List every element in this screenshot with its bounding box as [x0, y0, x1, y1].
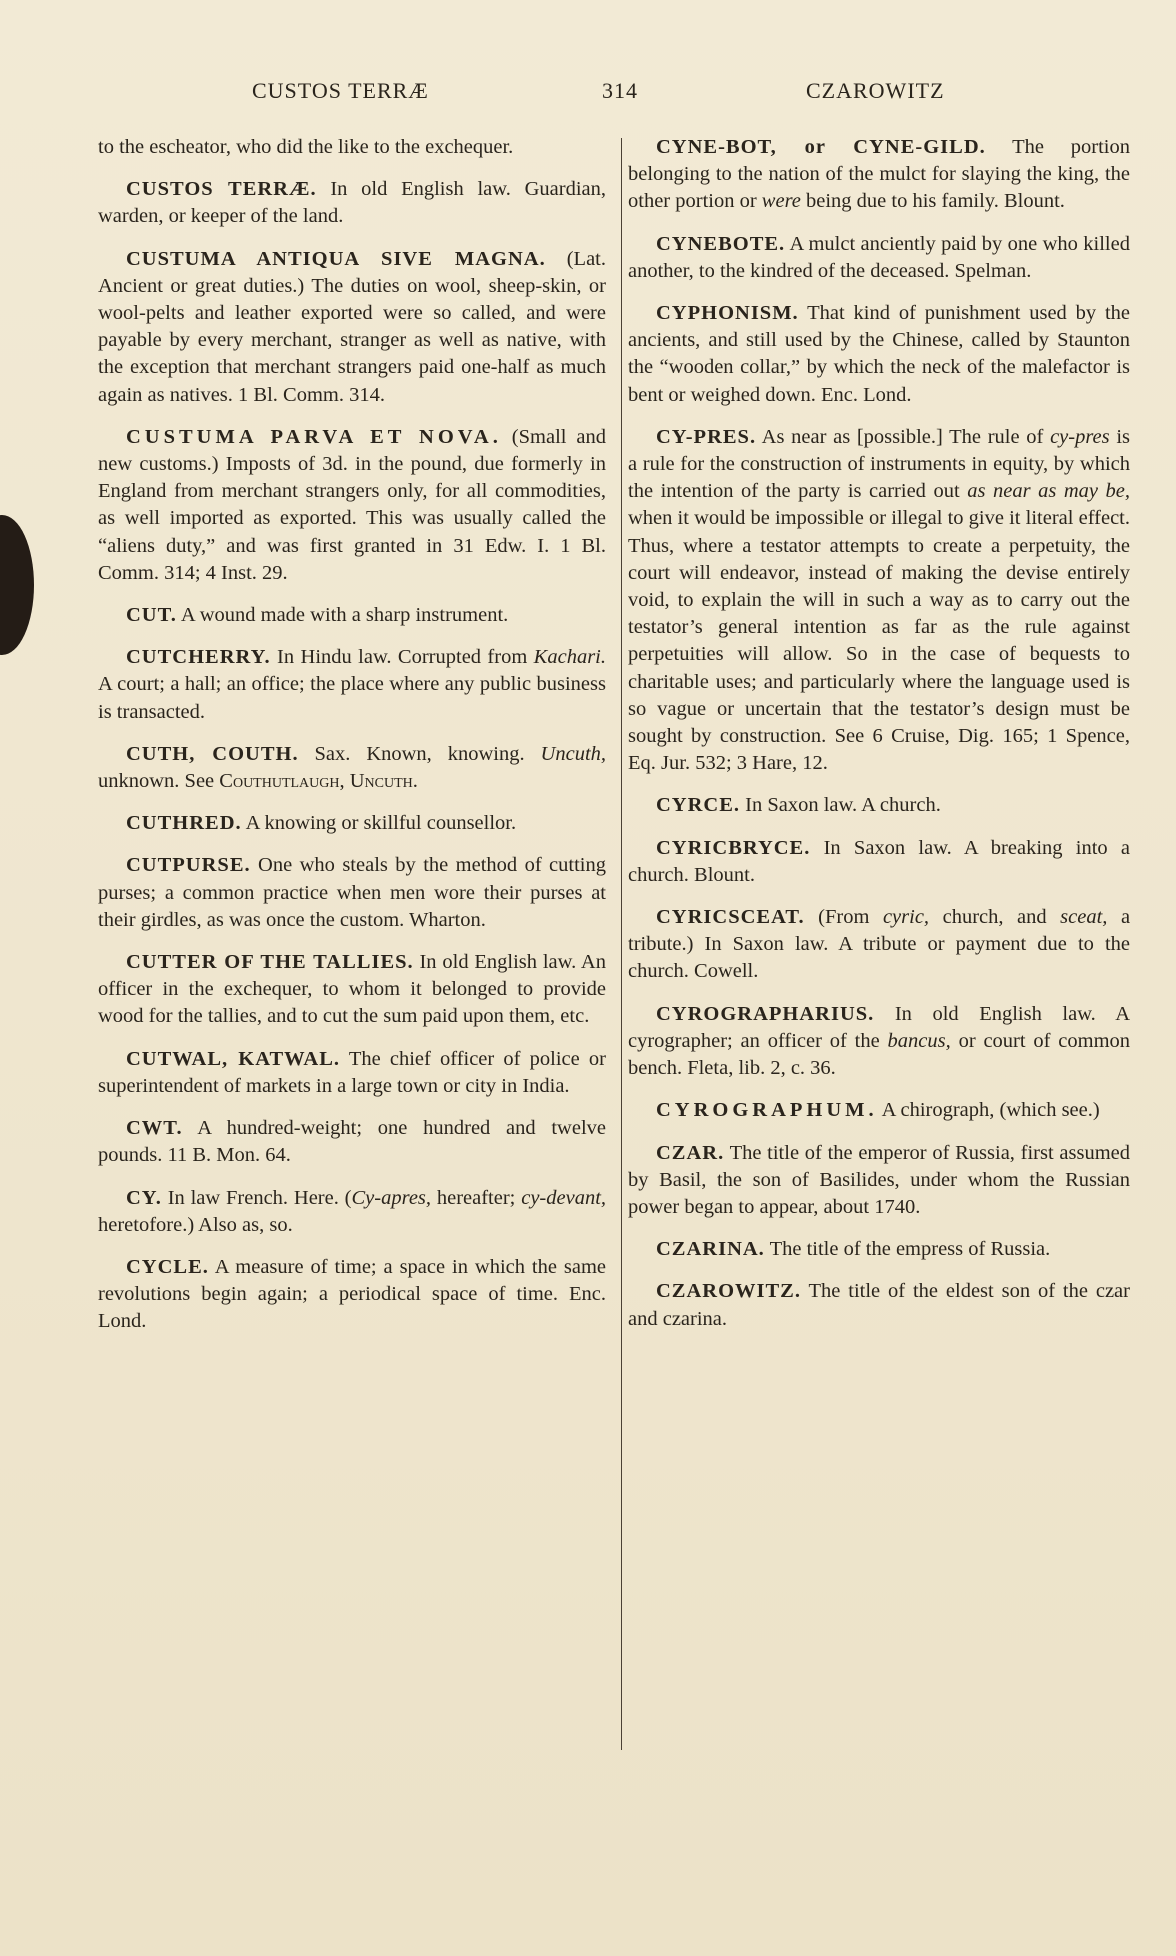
entry-italic-term: cyric,: [882, 906, 930, 929]
entry-definition: A mulct anciently paid by one who killed another, to the kindred of the deceased. Spelman.: [628, 232, 1130, 282]
entry-custos-terrae: [98, 176, 606, 230]
entry-headword: CY.: [126, 1186, 162, 1209]
entry-headword: CYPHONISM.: [656, 302, 799, 325]
entry-italic-term: were: [761, 190, 801, 213]
entry-cuthred: [98, 810, 606, 837]
entry-headword: CYNE-BOT, or CYNE-GILD.: [656, 136, 986, 158]
entry-definition: In old English law. An officer in the exchequer, to whom it belonged to provide wood for the tallies, and to cut the sum paid upon them, etc.: [98, 951, 606, 1028]
entry-headword: CUTHRED.: [126, 812, 242, 835]
entry-czar: [628, 1140, 1130, 1222]
entry-headword: CUSTOS TERRÆ.: [126, 178, 317, 201]
entry-definition: (Small and new customs.) Imposts of 3d. in the pound, due formerly in England from merchant strangers only, for all commodities, as well imported as exported. This was usually called the “aliens duty,” and was first granted in 31 Edw. I. 1 Bl. Comm. 314; 4 Inst. 29.: [98, 425, 606, 584]
right-column: [628, 134, 1130, 1348]
entry-definition: or court of common bench. Fleta, lib. 2, c. 36.: [628, 1029, 1131, 1080]
entry-headword: CUT.: [126, 604, 177, 627]
entry-definition: In law French. Here. (: [167, 1186, 352, 1209]
entry-headword: CYROGRAPHUM.: [656, 1099, 878, 1122]
entry-definition: One who steals by the method of cutting purses; a common practice when men wore their purses at their girdles, as was once the custom. Wharton.: [98, 854, 606, 931]
entry-headword: CUTPURSE.: [126, 854, 251, 877]
entry-cyne-bot: [628, 134, 1130, 216]
header-right-guide-word: CZAROWITZ: [806, 78, 945, 103]
entry-definition: being due to his family. Blount.: [806, 190, 1065, 213]
entry-czarowitz: [628, 1278, 1130, 1332]
entry-definition: heretofore.) Also as, so.: [98, 1213, 293, 1236]
entry-italic-term: cy-devant,: [521, 1186, 607, 1209]
entry-headword: CZARINA.: [656, 1238, 765, 1261]
entry-definition: In old English law. Guardian, warden, or keeper of the land.: [98, 178, 606, 228]
edge-ink-blot: [0, 515, 34, 655]
entry-definition: unknown. See: [98, 770, 215, 793]
entry-definition: In Saxon law. A breaking into a church. Blount.: [628, 836, 1130, 886]
entry-definition: a tribute.) In Saxon law. A tribute or payment due to the church. Cowell.: [628, 906, 1131, 983]
entry-headword: CY-PRES.: [656, 425, 757, 448]
entry-headword: CZAROWITZ.: [656, 1280, 801, 1303]
entry-definition: when it would be impossible or illegal to give it literal effect. Thus, where a testator attempts to create a perpetuity, the court will endeavor, instead of making the devise entirely void, to explain the will in such a way as to carry out the testator’s general intention as far as the rule against perpetuities will allow. So in the case of bequests to charitable uses; and particularly where the language used is so vague or uncertain that the testator’s design must be sought by construction. See 6 Cruise, Dig. 165; 1 Spence, Eq. Jur. 532; 3 Hare, 12.: [628, 507, 1130, 775]
entry-cutpurse: [98, 852, 606, 934]
entry-italic-term: cy-pres: [1050, 425, 1110, 448]
entry-cyrce: [628, 792, 1130, 819]
entry-cwt: [98, 1115, 606, 1169]
entry-cuth-couth: [98, 741, 606, 795]
entry-cyphonism: [628, 300, 1130, 409]
entry-definition: (Lat. Ancient or great duties.) The duties on wool, sheep-skin, or wool-pelts and leather exported were so called, and were payable by every merchant, stranger as well as native, with the exception that merchant strangers paid one-half as much again as natives. 1 Bl. Comm. 314.: [98, 247, 606, 406]
entry-headword: CUSTUMA PARVA ET NOVA.: [126, 425, 502, 448]
entry-definition: As near as [possible.] The rule of: [761, 425, 1044, 448]
entry-definition: The portion belonging to the nation of the mulct for slaying the king, the other portion or: [628, 136, 1130, 213]
entry-cross-reference: Couthutlaugh, Uncuth.: [219, 770, 418, 793]
entry-definition: In Saxon law. A church.: [745, 794, 941, 817]
running-header: [0, 78, 1176, 114]
entry-definition: A knowing or skillful counsellor.: [245, 812, 517, 835]
entry-cut: [98, 602, 606, 629]
entry-custuma-antiqua: [98, 246, 606, 409]
entry-headword: CYNEBOTE.: [656, 232, 786, 255]
entry-definition: hereafter;: [436, 1186, 516, 1209]
entry-cutwal: [98, 1046, 606, 1100]
entry-headword: CUSTUMA ANTIQUA SIVE MAGNA.: [126, 247, 546, 270]
entry-headword: CUTCHERRY.: [126, 646, 271, 669]
entry-custuma-parva: [98, 424, 606, 587]
entry-cyricbryce: [628, 835, 1130, 889]
entry-definition: The chief officer of police or superintendent of markets in a large town or city in India.: [98, 1047, 606, 1097]
entry-definition: The title of the eldest son of the czar and czarina.: [628, 1280, 1130, 1330]
header-left-guide-word: CUSTOS TERRÆ: [252, 78, 429, 103]
entry-cyrographarius: [628, 1001, 1130, 1083]
entry-definition: The title of the emperor of Russia, first assumed by Basil, the son of Basilides, under whom the Russian power began to appear, about 1740.: [628, 1141, 1130, 1218]
entry-definition: A court; a hall; an office; the place where any public business is transacted.: [98, 673, 606, 723]
entry-definition: A chirograph, (which see.): [881, 1099, 1100, 1122]
continuation-text: to the escheator, who did the like to the exchequer.: [98, 136, 514, 158]
entry-cycle: [98, 1254, 606, 1336]
entry-definition: A hundred-weight; one hundred and twelve pounds. 11 B. Mon. 64.: [98, 1117, 606, 1167]
column-divider: [621, 138, 622, 1750]
entry-definition: A wound made with a sharp instrument.: [180, 604, 509, 627]
entry-italic-term: Cy-apres,: [351, 1186, 432, 1209]
entry-definition: In old English law. A cyrographer; an officer of the: [628, 1002, 1131, 1052]
entry-headword: CUTTER OF THE TALLIES.: [126, 951, 414, 974]
entry-headword: CWT.: [126, 1117, 183, 1140]
entry-cyricsceat: [628, 904, 1130, 986]
entry-czarina: [628, 1236, 1130, 1263]
entry-cynebote: [628, 231, 1130, 285]
entry-continuation: [98, 134, 606, 161]
left-column: [98, 134, 606, 1351]
entry-definition: is a rule for the construction of instruments in equity, by which the intention of the party is carried out: [628, 425, 1131, 503]
page-number: 314: [602, 78, 638, 103]
entry-italic-term: Uncuth,: [540, 742, 607, 765]
entry-headword: CZAR.: [656, 1141, 725, 1164]
entry-italic-term: bancus,: [887, 1029, 951, 1052]
entry-cyrographum: [628, 1097, 1130, 1124]
entry-headword: CYRCE.: [656, 794, 741, 817]
entry-headword: CUTH, COUTH.: [126, 742, 299, 765]
entry-definition: That kind of punishment used by the ancients, and still used by the Chinese, called by Staunton the “wooden collar,” by which the neck of the malefactor is bent or weighed down. Enc. Lond.: [628, 302, 1130, 406]
entry-definition: church, and: [942, 906, 1047, 929]
entry-headword: CYCLE.: [126, 1255, 209, 1278]
entry-headword: CYROGRAPHARIUS.: [656, 1002, 875, 1025]
entry-definition: A measure of time; a space in which the same revolutions begin again; a periodical space of time. Enc. Lond.: [98, 1255, 606, 1333]
entry-headword: CYRICBRYCE.: [656, 836, 811, 859]
entry-italic-term: as near as may be,: [967, 480, 1131, 503]
entry-definition: In Hindu law. Corrupted from: [277, 646, 528, 669]
entry-italic-term: Kachari.: [533, 646, 606, 669]
entry-cutter-of-the-tallies: [98, 949, 606, 1031]
entry-definition: The title of the empress of Russia.: [769, 1238, 1051, 1261]
entry-headword: CYRICSCEAT.: [656, 906, 805, 929]
entry-headword: CUTWAL, KATWAL.: [126, 1047, 341, 1070]
entry-definition: Sax. Known, knowing.: [314, 742, 525, 765]
entry-italic-term: sceat,: [1060, 906, 1108, 929]
entry-definition: (From: [818, 906, 870, 929]
entry-cy-pres: [628, 424, 1130, 778]
entry-cy: [98, 1185, 606, 1239]
entry-cutcherry: [98, 644, 606, 726]
